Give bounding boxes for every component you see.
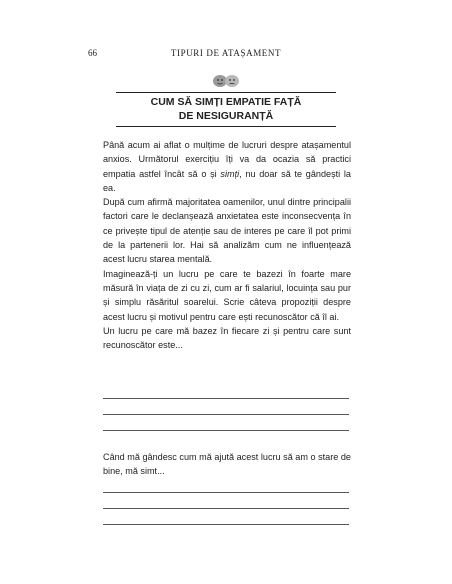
emphasis-simti: simți: [220, 168, 240, 179]
title-rule-top: [116, 92, 336, 93]
answer-line-3[interactable]: [103, 430, 349, 431]
paragraph-imagine: Imaginează-ți un lucru pe care te bazezi în foarte mare măsură în viața de zi cu zi, cum ar fi salariul, locuința sau pur și simplu răsăritul soarelui. Scrie câteva propoziții despre acest lucru și motivul pentru care ești recunoscător că îl ai.: [103, 268, 351, 322]
answer-line-1[interactable]: [103, 398, 349, 399]
prompt-feeling: Când mă gândesc cum mă ajută acest lucru să am o stare de bine, mă simt...: [103, 452, 351, 477]
body-text-block-2: [103, 450, 351, 479]
body-text-block: [103, 138, 351, 352]
answer-line-6[interactable]: [103, 524, 349, 525]
paragraph-intro: Până acum ai aflat o mulțime de lucruri despre atașamentul anxios. Următorul exercițiu îți va da ocazia să practici empatia astfel încât să o și simți, nu doar să te gândești la ea.: [103, 140, 351, 193]
prompt-reliance: Un lucru pe care mă bazez în fiecare zi și pentru care sunt recunoscător este...: [103, 325, 351, 351]
section-title-line-2: DE NESIGURANȚĂ: [178, 110, 274, 122]
section-title: [116, 95, 336, 123]
page-number: 66: [88, 48, 97, 58]
section-title-line-1: CUM SĂ SIMȚI EMPATIE FAȚĂ: [150, 96, 302, 108]
running-header: TIPURI DE ATAȘAMENT: [170, 48, 282, 58]
two-faces-emblem-icon: [208, 74, 244, 88]
title-rule-bottom: [116, 126, 336, 127]
answer-line-4[interactable]: [103, 492, 349, 493]
paragraph-factors: După cum afirmă majoritatea oamenilor, unul dintre principalii factori care le declanșează anxietatea este inconsecvența în ce privește tipul de atenție sau de interes pe care îl pot primi de la partenerii lor. Hai să analizăm cum ne influențează acest lucru starea mentală.: [103, 197, 351, 265]
answer-line-5[interactable]: [103, 508, 349, 509]
answer-line-2[interactable]: [103, 414, 349, 415]
